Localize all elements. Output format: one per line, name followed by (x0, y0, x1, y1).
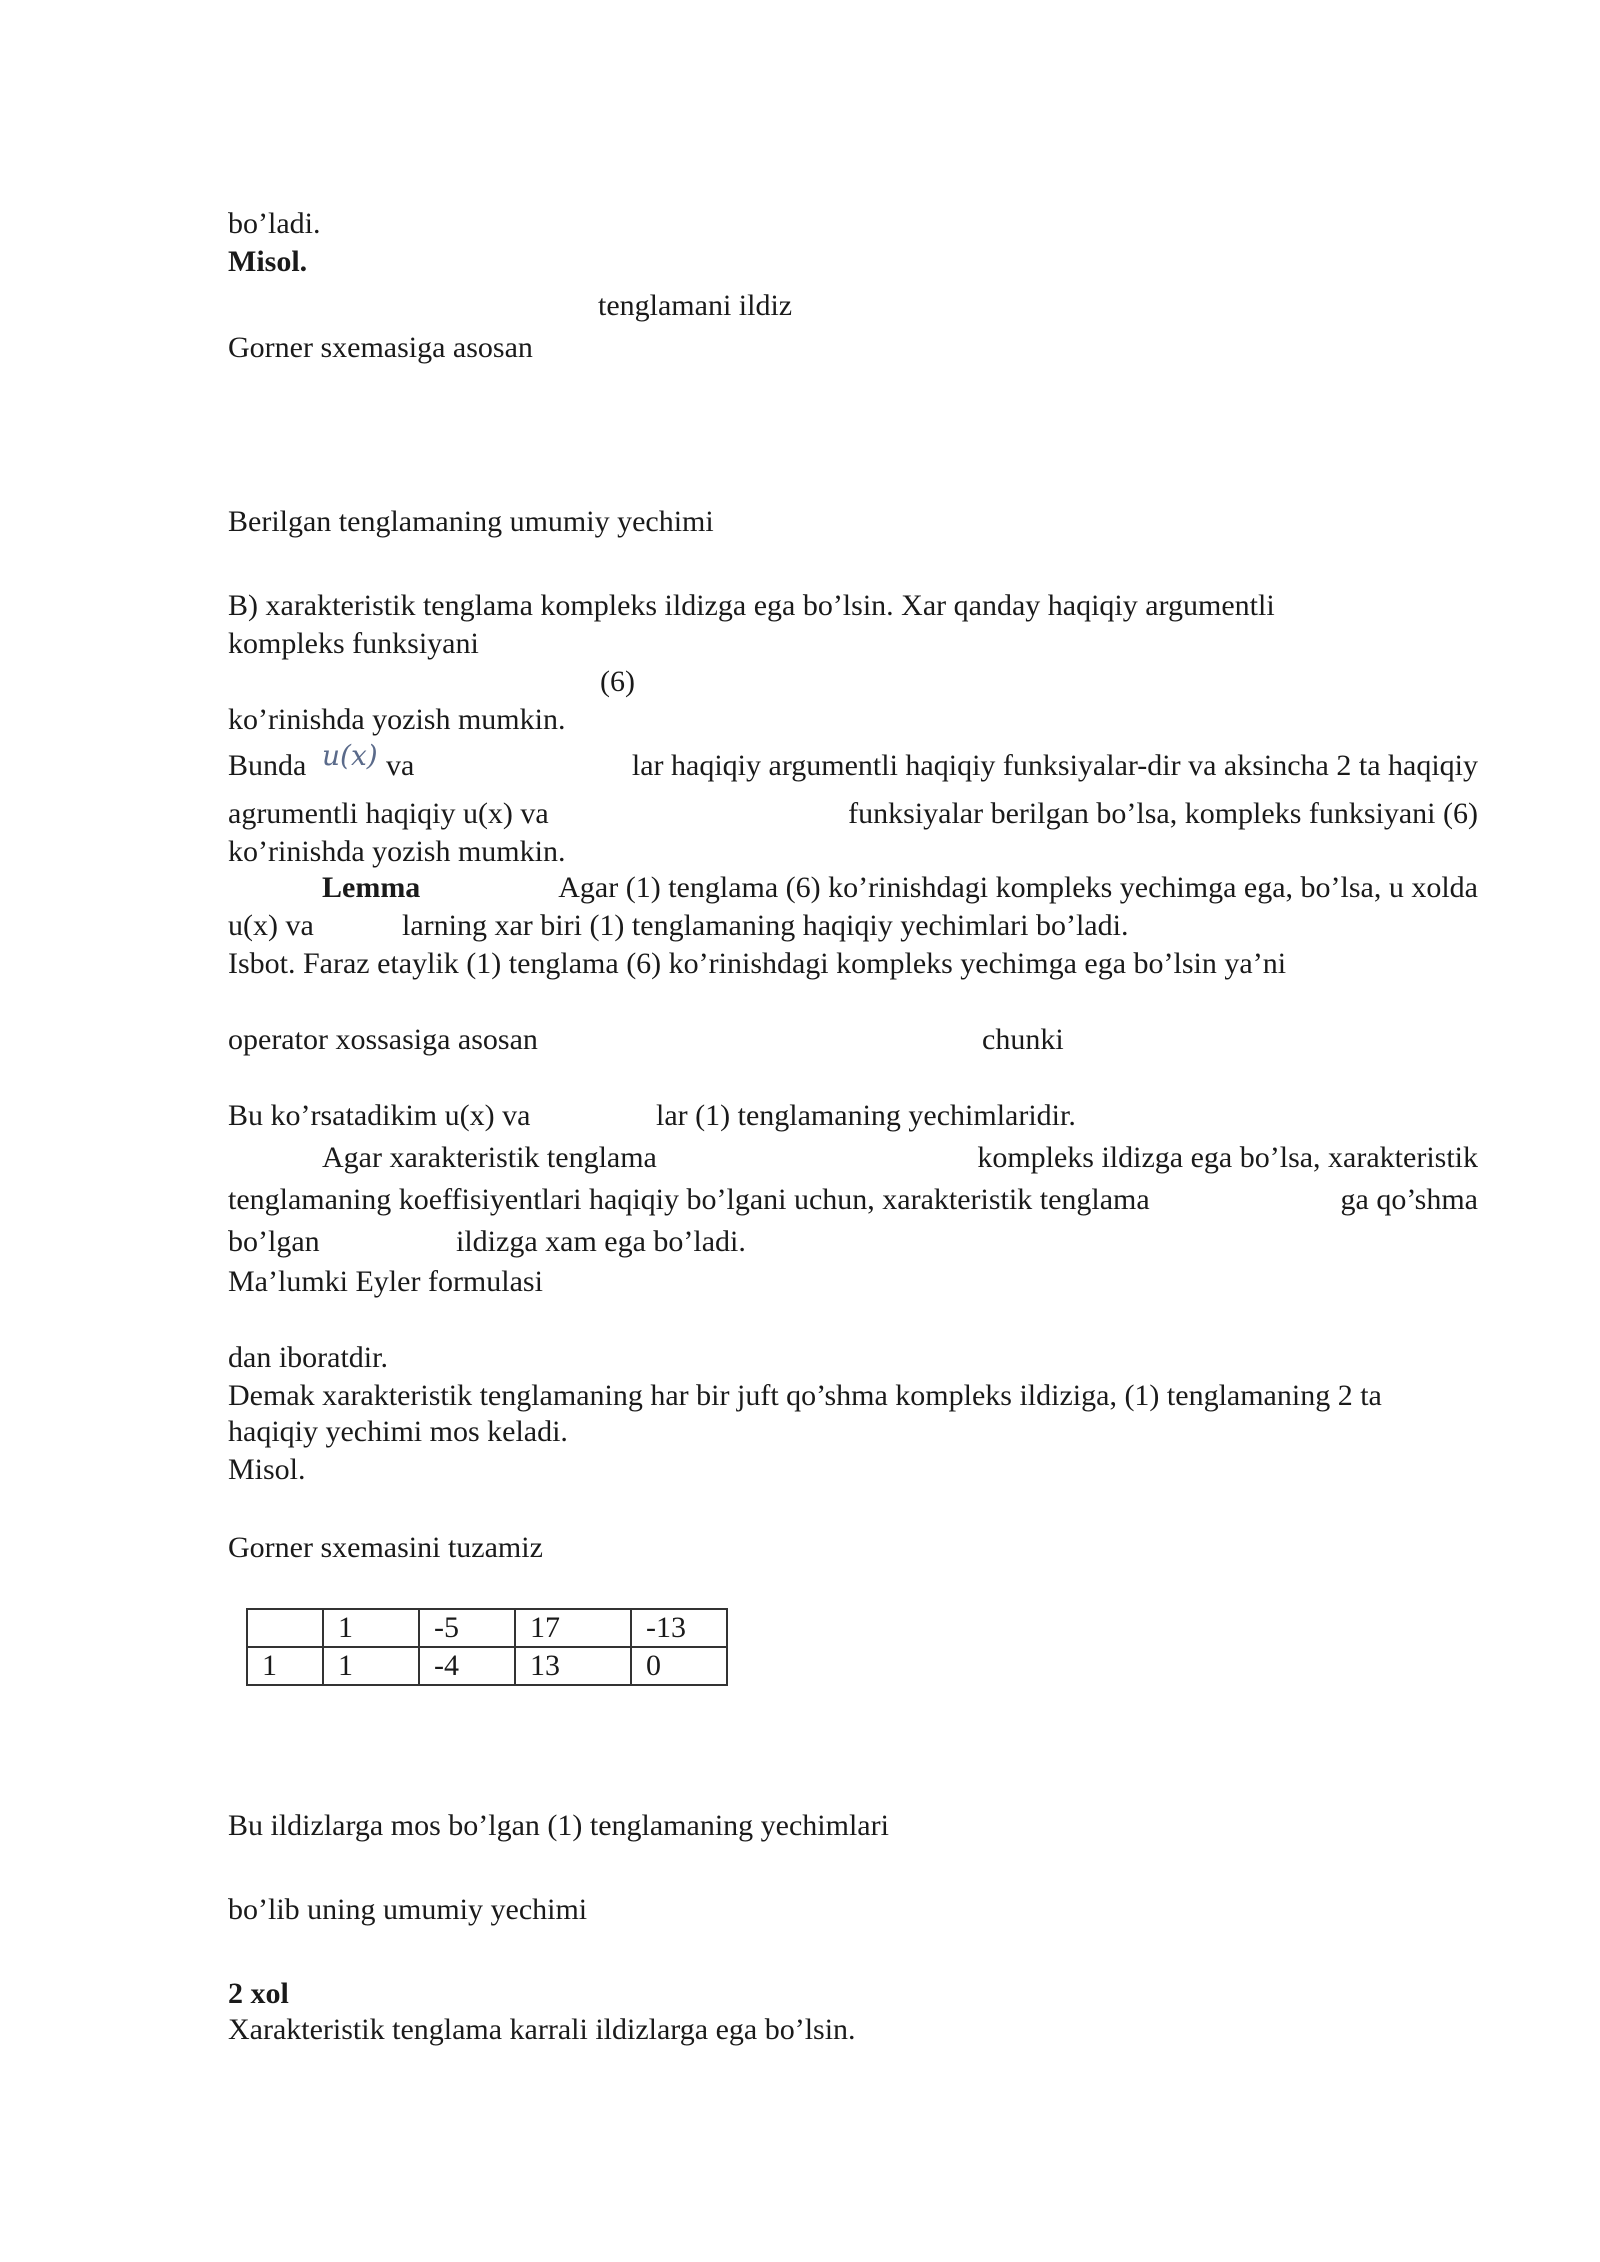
text-line: Gorner sxemasini tuzamiz (228, 1531, 543, 1564)
table-cell: 1 (323, 1647, 419, 1685)
text-line: tenglamani ildiz (598, 289, 793, 322)
text-line: Demak xarakteristik tenglamaning har bir juft qo’shma kompleks ildiziga, (1) tenglamaning 2 ta (228, 1379, 1382, 1412)
table-row (247, 1647, 727, 1685)
gorner-table (246, 1608, 728, 1686)
text-line: haqiqiy yechimi mos keladi. (228, 1415, 568, 1448)
text-line: dan iboratdir. (228, 1341, 388, 1374)
text-line: Berilgan tenglamaning umumiy yechimi (228, 505, 714, 538)
table-cell: 1 (323, 1609, 419, 1647)
table-cell: -4 (419, 1647, 515, 1685)
text-line: lar (1) tenglamaning yechimlaridir. (656, 1099, 1076, 1132)
text-line: Agar (1) tenglama (6) ko’rinishdagi kompleks yechimga ega, bo’lsa, u xolda (558, 871, 1478, 904)
text-line: u(x) va (228, 909, 314, 942)
table-cell (247, 1609, 323, 1647)
text-line: Misol. (228, 1453, 306, 1486)
table-cell: 0 (631, 1647, 727, 1685)
text-line: va (386, 749, 415, 782)
table-cell: 17 (515, 1609, 631, 1647)
text-line: bo’ladi. (228, 207, 321, 240)
equation-number: (6) (600, 665, 635, 698)
text-line: ko’rinishda yozish mumkin. (228, 835, 566, 868)
text-line: ga qo’shma (1340, 1183, 1478, 1216)
text-line: Xarakteristik tenglama karrali ildizlarga ega bo’lsin. (228, 2013, 856, 2046)
text-line: tenglamaning koeffisiyentlari haqiqiy bo’lgani uchun, xarakteristik tenglama (228, 1183, 1150, 1216)
text-line: B) xarakteristik tenglama kompleks ildizga ega bo’lsin. Xar qanday haqiqiy argumentli (228, 589, 1275, 622)
text-line: Bu ildizlarga mos bo’lgan (1) tenglamaning yechimlari (228, 1809, 889, 1842)
text-line: kompleks ildizga ega bo’lsa, xarakteristik (977, 1141, 1478, 1174)
table-cell: -5 (419, 1609, 515, 1647)
table-row (247, 1609, 727, 1647)
text-line: Bu ko’rsatadikim u(x) va (228, 1099, 531, 1132)
heading-misol: Misol. (228, 245, 308, 278)
table-cell: -13 (631, 1609, 727, 1647)
table-cell: 13 (515, 1647, 631, 1685)
text-line: chunki (982, 1023, 1064, 1056)
table-cell: 1 (247, 1647, 323, 1685)
text-line: operator xossasiga asosan (228, 1023, 538, 1056)
text-line: Gorner sxemasiga asosan (228, 331, 533, 364)
text-line: lar haqiqiy argumentli haqiqiy funksiyalar-dir va aksincha 2 ta haqiqiy (631, 749, 1478, 782)
text-line: ko’rinishda yozish mumkin. (228, 703, 566, 736)
text-line: bo’lgan (228, 1225, 320, 1258)
text-line: larning xar biri (1) tenglamaning haqiqiy yechimlari bo’ladi. (402, 909, 1129, 942)
text-line: Isbot. Faraz etaylik (1) tenglama (6) ko’rinishdagi kompleks yechimga ega bo’lsin ya’ni (228, 947, 1287, 980)
lemma-label: Lemma (322, 871, 421, 904)
text-line: Bunda (228, 749, 307, 782)
math-formula: u(x) (322, 739, 378, 772)
text-line: Ma’lumki Eyler formulasi (228, 1265, 543, 1298)
text-line: bo’lib uning umumiy yechimi (228, 1893, 588, 1926)
text-line: funksiyalar berilgan bo’lsa, kompleks funksiyani (6) (848, 797, 1478, 830)
text-line: Agar xarakteristik tenglama (322, 1141, 657, 1174)
text-line: ildizga xam ega bo’ladi. (456, 1225, 746, 1258)
text-line: agrumentli haqiqiy u(x) va (228, 797, 549, 830)
text-line: kompleks funksiyani (228, 627, 479, 660)
heading-2-xol: 2 xol (228, 1977, 289, 2010)
